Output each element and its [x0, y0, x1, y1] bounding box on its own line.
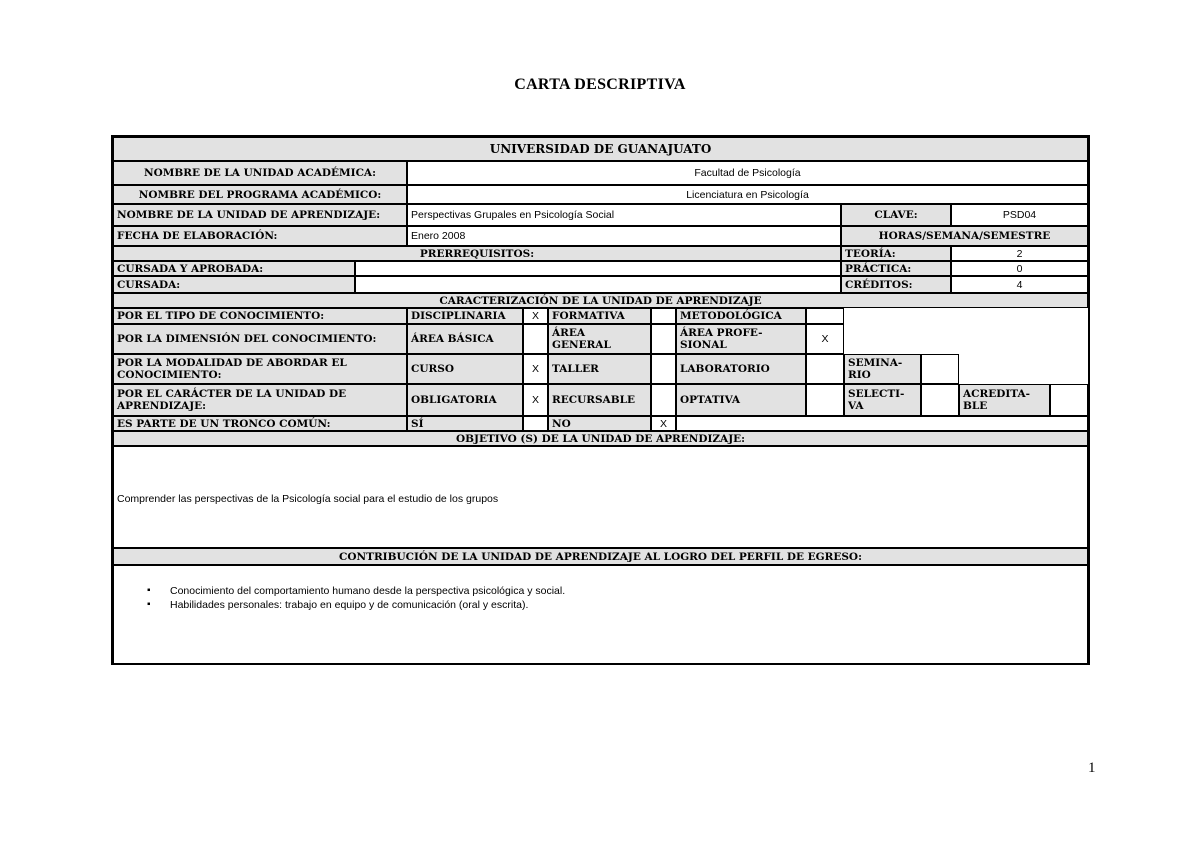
learning-unit-name-value: Perspectivas Grupales en Psicología Social	[407, 204, 841, 226]
general-area-mark	[651, 324, 676, 354]
taken-prerequisite-label: CURSADA:	[113, 276, 355, 293]
knowledge-dimension-label: POR LA DIMENSIÓN DEL CONOCIMIENTO:	[113, 324, 407, 354]
common-trunk-yes-mark	[523, 416, 548, 431]
document-title: CARTA DESCRIPTIVA	[514, 76, 686, 93]
list-item: ▪ Habilidades personales: trabajo en equipo y de comunicación (oral y escrita).	[147, 599, 529, 611]
hours-header: HORAS/SEMANA/SEMESTRE	[841, 226, 1088, 246]
seminar-option: SEMINA- RIO	[844, 354, 921, 384]
contribution-section	[113, 565, 1088, 663]
optional-option: OPTATIVA	[676, 384, 806, 416]
mandatory-mark: X	[523, 384, 548, 416]
learning-unit-name-label: NOMBRE DE LA UNIDAD DE APRENDIZAJE:	[113, 204, 407, 226]
professional-area-mark: X	[806, 324, 844, 354]
objective-section	[113, 446, 1088, 548]
bullet-icon: ▪	[147, 599, 151, 610]
accreditable-mark	[1050, 384, 1088, 416]
prerequisites-header: PRERREQUISITOS:	[113, 246, 841, 261]
elaboration-date-value: Enero 2008	[407, 226, 841, 246]
course-mark: X	[523, 354, 548, 384]
contribution-list	[114, 584, 565, 612]
mandatory-option: OBLIGATORIA	[407, 384, 523, 416]
key-value: PSD04	[951, 204, 1088, 226]
laboratory-mark	[806, 354, 844, 384]
retakeable-mark	[651, 384, 676, 416]
contribution-header: CONTRIBUCIÓN DE LA UNIDAD DE APRENDIZAJE AL LOGRO DEL PERFIL DE EGRESO:	[113, 548, 1088, 565]
knowledge-type-label: POR EL TIPO DE CONOCIMIENTO:	[113, 308, 407, 324]
theory-value: 2	[951, 246, 1088, 261]
disciplinary-option: DISCIPLINARIA	[407, 308, 523, 324]
workshop-mark	[651, 354, 676, 384]
theory-label: TEORÍA:	[841, 246, 951, 261]
basic-area-mark	[523, 324, 548, 354]
passed-prerequisite-label: CURSADA Y APROBADA:	[113, 261, 355, 276]
workshop-option: TALLER	[548, 354, 651, 384]
common-trunk-yes: SÍ	[407, 416, 523, 431]
bullet-icon: ▪	[147, 585, 151, 596]
practice-value: 0	[951, 261, 1088, 276]
character-label: POR EL CARÁCTER DE LA UNIDAD DE APRENDIZAJE:	[113, 384, 407, 416]
methodological-option: METODOLÓGICA	[676, 308, 806, 324]
formative-option: FORMATIVA	[548, 308, 651, 324]
formative-mark	[651, 308, 676, 324]
laboratory-option: LABORATORIO	[676, 354, 806, 384]
credits-value: 4	[951, 276, 1088, 293]
retakeable-option: RECURSABLE	[548, 384, 651, 416]
selective-mark	[921, 384, 959, 416]
descriptive-card-table	[111, 135, 1090, 665]
practice-label: PRÁCTICA:	[841, 261, 951, 276]
academic-unit-label: NOMBRE DE LA UNIDAD ACADÉMICA:	[113, 161, 407, 185]
common-trunk-label: ES PARTE DE UN TRONCO COMÚN:	[113, 416, 407, 431]
common-trunk-no-mark: X	[651, 416, 676, 431]
academic-program-label: NOMBRE DEL PROGRAMA ACADÉMICO:	[113, 185, 407, 204]
university-header: UNIVERSIDAD DE GUANAJUATO	[113, 137, 1088, 161]
objective-header: OBJETIVO (S) DE LA UNIDAD DE APRENDIZAJE:	[113, 431, 1088, 446]
course-option: CURSO	[407, 354, 523, 384]
key-label: CLAVE:	[841, 204, 951, 226]
optional-mark	[806, 384, 844, 416]
credits-label: CRÉDITOS:	[841, 276, 951, 293]
list-item: ▪ Conocimiento del comportamiento humano desde la perspectiva psicológica y social.	[147, 585, 566, 597]
characterization-header: CARACTERIZACIÓN DE LA UNIDAD DE APRENDIZAJE	[113, 293, 1088, 308]
accreditable-option: ACREDITA- BLE	[959, 384, 1050, 416]
disciplinary-mark: X	[523, 308, 548, 324]
academic-program-value: Licenciatura en Psicología	[407, 185, 1088, 204]
seminar-mark	[921, 354, 959, 384]
modality-label: POR LA MODALIDAD DE ABORDAR EL CONOCIMIENTO:	[113, 354, 407, 384]
methodological-mark	[806, 308, 844, 324]
common-trunk-spacer	[676, 416, 1088, 431]
general-area-option: ÁREA GENERAL	[548, 324, 651, 354]
academic-unit-value: Facultad de Psicología	[407, 161, 1088, 185]
objective-text: Comprender las perspectivas de la Psicología social para el estudio de los grupos	[117, 493, 499, 505]
selective-option: SELECTI- VA	[844, 384, 921, 416]
passed-prerequisite-value	[355, 261, 841, 276]
page-number: 1	[1088, 760, 1096, 776]
taken-prerequisite-value	[355, 276, 841, 293]
elaboration-date-label: FECHA DE ELABORACIÓN:	[113, 226, 407, 246]
professional-area-option: ÁREA PROFE- SIONAL	[676, 324, 806, 354]
basic-area-option: ÁREA BÁSICA	[407, 324, 523, 354]
common-trunk-no: NO	[548, 416, 651, 431]
